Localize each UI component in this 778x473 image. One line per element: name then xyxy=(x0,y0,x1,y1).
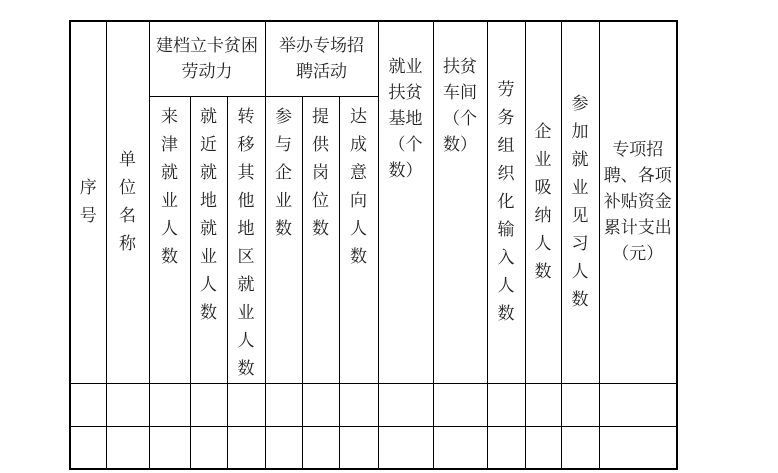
table-cell xyxy=(149,383,190,426)
table-cell xyxy=(302,426,339,469)
header-group-zhaopin: 举办专场招聘活动 xyxy=(265,21,378,96)
table-cell xyxy=(149,426,190,469)
header-zhuanyi: 转移其他地区就业人数 xyxy=(227,96,265,383)
table-cell xyxy=(561,383,599,426)
table-cell xyxy=(106,426,149,469)
table-cell xyxy=(525,426,561,469)
header-jidi: 就业扶贫基地（个数） xyxy=(378,21,433,383)
table-cell xyxy=(378,383,433,426)
table-cell xyxy=(265,383,302,426)
table-cell xyxy=(599,383,677,426)
header-group-jiandang: 建档立卡贫困劳动力 xyxy=(149,21,265,96)
header-tigong: 提供岗位数 xyxy=(302,96,339,383)
table-cell xyxy=(433,383,487,426)
header-jiujin: 就近就地就业人数 xyxy=(190,96,227,383)
header-jianxi: 参加就业见习人数 xyxy=(561,21,599,383)
table-cell xyxy=(433,426,487,469)
table-cell xyxy=(339,383,378,426)
table-cell xyxy=(70,426,106,469)
table-cell xyxy=(227,383,265,426)
header-dacheng: 达成意向人数 xyxy=(339,96,378,383)
table-cell xyxy=(487,426,525,469)
table-row xyxy=(70,426,677,469)
table-cell xyxy=(525,383,561,426)
table-cell xyxy=(70,383,106,426)
table-cell xyxy=(227,426,265,469)
table-cell xyxy=(302,383,339,426)
table-cell xyxy=(106,383,149,426)
header-laijin: 来津就业人数 xyxy=(149,96,190,383)
header-laowu: 劳务组织化输入人数 xyxy=(487,21,525,383)
header-xina: 企业吸纳人数 xyxy=(525,21,561,383)
table-cell xyxy=(339,426,378,469)
table-cell xyxy=(487,383,525,426)
table-cell xyxy=(378,426,433,469)
table-cell xyxy=(561,426,599,469)
header-canyu: 参与企业数 xyxy=(265,96,302,383)
table-cell xyxy=(599,426,677,469)
header-chejian: 扶贫车间（个数） xyxy=(433,21,487,383)
header-xuhao: 序号 xyxy=(70,21,106,383)
data-table xyxy=(69,20,678,470)
header-zhichu: 专项招聘、各项补贴资金累计支出（元） xyxy=(599,21,677,383)
header-danwei: 单位名称 xyxy=(106,21,149,383)
table-cell xyxy=(265,426,302,469)
table-cell xyxy=(190,426,227,469)
table-cell xyxy=(190,383,227,426)
table-row xyxy=(70,383,677,426)
